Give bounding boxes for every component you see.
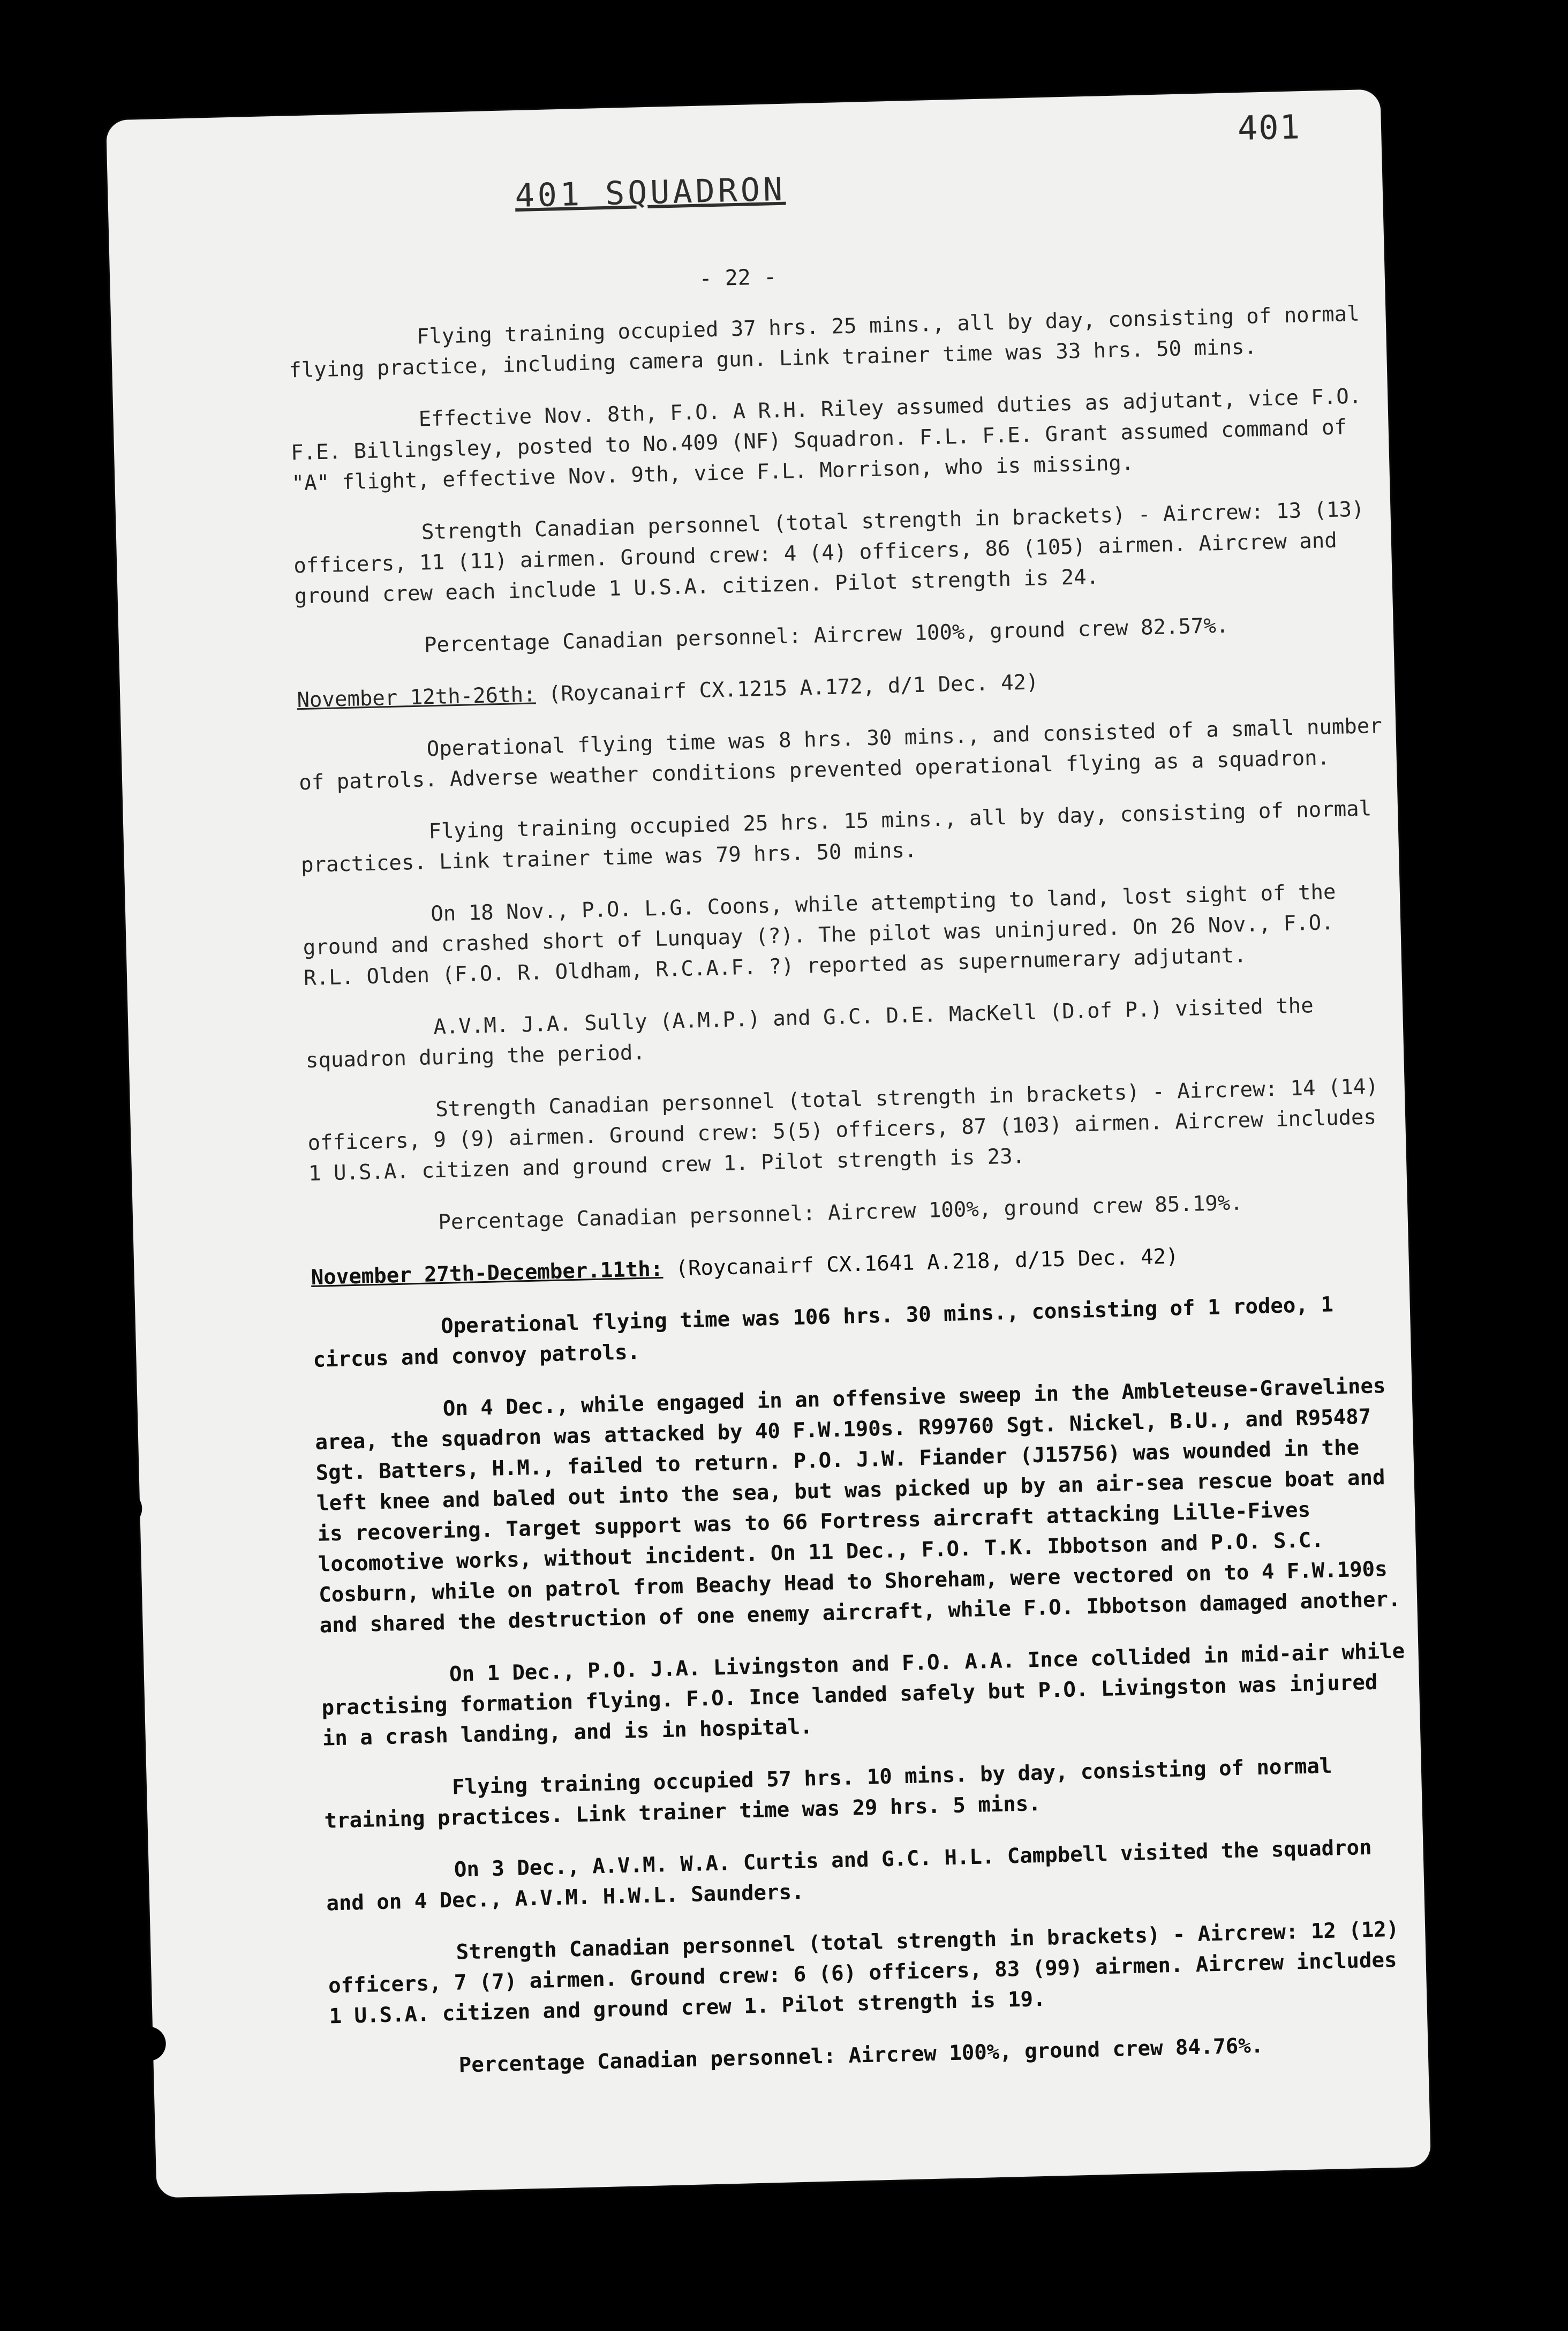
- section-reference: (Roycanairf CX.1641 A.218, d/15 Dec. 42): [675, 1244, 1179, 1281]
- paragraph: On 18 Nov., P.O. L.G. Coons, while attempting to land, lost sight of the ground and crashed short of Lunquay (?). The pilot was uninjured. On 26 Nov., F.O. R.L. Olden (F.O. R. Oldham, R.C.A.F. ?) reported as supernumerary adjutant.: [303, 879, 1336, 991]
- paragraph: Percentage Canadian personnel: Aircrew 100%, ground crew 82.57%.: [424, 613, 1229, 658]
- paragraph: Strength Canadian personnel (total strength in brackets) - Aircrew: 14 (14) officers, 9 (9) airmen. Ground crew: 5(5) officers, 87 (103) airmen. Aircrew includes 1 U.S.A. citizen and ground crew 1. Pilot strength is 23.: [307, 1074, 1379, 1186]
- paragraph: On 3 Dec., A.V.M. W.A. Curtis and G.C. H.L. Campbell visited the squadron and on 4 Dec., A.V.M. H.W.L. Saunders.: [326, 1835, 1373, 1916]
- squadron-title: 401 SQUADRON: [514, 170, 786, 215]
- paragraph: On 1 Dec., P.O. J.A. Livingston and F.O. A.A. Ince collided in mid-air while practising formation flying. F.O. Ince landed safely but P.O. Livingston was injured in a crash landing, and is in hospital.: [321, 1639, 1405, 1751]
- section-november-12-26: [298, 711, 1397, 1241]
- punch-hole-2: [55, 421, 90, 456]
- section-date: November 27th-December.11th:: [311, 1257, 664, 1290]
- paragraph: Effective Nov. 8th, F.O. A R.H. Riley assumed duties as adjutant, vice F.O. F.E. Billingsley, posted to No.409 (NF) Squadron. F.L. F.E. Grant assumed command of "A" flight, effective Nov. 9th, vice F.L. Morrison, who is missing.: [290, 384, 1362, 496]
- section-reference: (Roycanairf CX.1215 A.172, d/1 Dec. 42): [548, 670, 1039, 706]
- paragraph: A.V.M. J.A. Sully (A.M.P.) and G.C. D.E. MacKell (D.of P.) visited the squadron during the period.: [305, 994, 1314, 1073]
- punch-hole-4: [131, 2026, 167, 2062]
- paragraph: Percentage Canadian personnel: Aircrew 100%, ground crew 84.76%.: [458, 2033, 1264, 2078]
- paragraph: Operational flying time was 8 hrs. 30 mins., and consisted of a small number of patrols. Adverse weather conditions prevented operational flying as a squadron.: [298, 713, 1383, 795]
- paragraph: Flying training occupied 37 hrs. 25 mins., all by day, consisting of normal flying practice, including camera gun. Link trainer time was 33 hrs. 50 mins.: [288, 302, 1360, 383]
- section-early-november: [288, 298, 1383, 664]
- paragraph: Percentage Canadian personnel: Aircrew 100%, ground crew 85.19%.: [438, 1191, 1243, 1235]
- section-november-27-december-11: [312, 1288, 1418, 2084]
- paragraph: Flying training occupied 57 hrs. 10 mins. by day, consisting of normal training practices. Link trainer time was 29 hrs. 5 mins.: [324, 1754, 1332, 1833]
- section-date: November 12th-26th:: [296, 682, 537, 713]
- section-heading: [297, 659, 1384, 716]
- paragraph: Strength Canadian personnel (total strength in brackets) - Aircrew: 13 (13) officers, 11 (11) airmen. Ground crew: 4 (4) officers, 86 (105) airmen. Aircrew and ground crew each include 1 U.S.A. citizen. Pilot strength is 24.: [293, 497, 1365, 609]
- document-page: [106, 89, 1431, 2198]
- page-number: 401: [1237, 107, 1301, 148]
- punch-hole-3: [108, 1491, 143, 1527]
- paragraph: On 4 Dec., while engaged in an offensive sweep in the Ambleteuse-Gravelines area, the squadron was attacked by 40 F.W.190s. R99760 Sgt. Nickel, B.U., and R95487 Sgt. Batters, H.M., failed to return. P.O. J.W. Fiander (J15756) was wounded in the left knee and baled out into the sea, but was picked up by an air-sea rescue boat and is recovering. Target support was to 66 Fortress aircraft attacking Lille-Fives locomotive works, without incident. On 11 Dec., F.O. T.K. Ibbotson and P.O. S.C. Cosburn, while on patrol from Beachy Head to Shoreham, were vectored on to 4 F.W.190s and shared the destruction of one enemy aircraft, while F.O. Ibbotson damaged another.: [314, 1373, 1401, 1638]
- paragraph: Strength Canadian personnel (total strength in brackets) - Aircrew: 12 (12) officers, 7 (7) airmen. Ground crew: 6 (6) officers, 83 (99) airmen. Aircrew includes 1 U.S.A. citizen and ground crew 1. Pilot strength is 19.: [328, 1917, 1399, 2029]
- sheet-number: - 22 -: [698, 265, 777, 291]
- paragraph: Flying training occupied 25 hrs. 15 mins., all by day, consisting of normal practices. Link trainer time was 79 hrs. 50 mins.: [300, 796, 1372, 878]
- document-body: [288, 298, 1418, 2106]
- paragraph: Operational flying time was 106 hrs. 30 mins., consisting of 1 rodeo, 1 circus and convoy patrols.: [313, 1292, 1334, 1372]
- punch-hole-1: [49, 217, 85, 253]
- section-heading: [311, 1236, 1398, 1293]
